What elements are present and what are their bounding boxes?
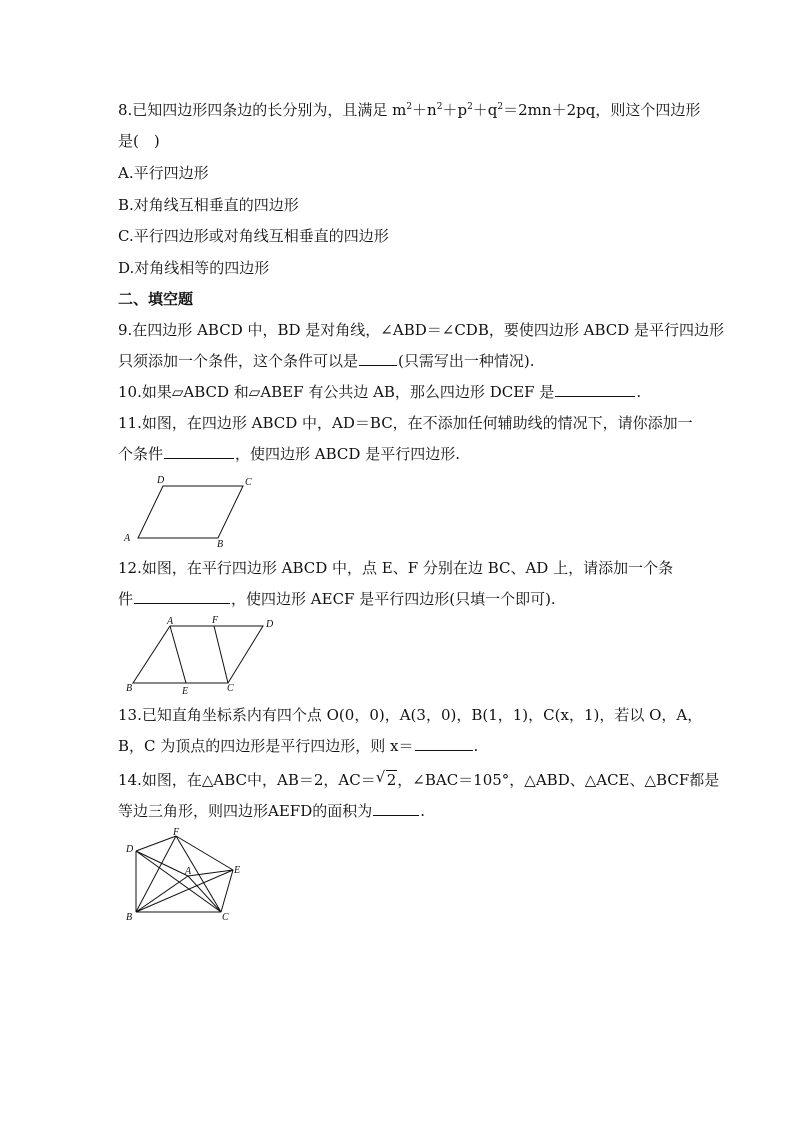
label-b: B [126,683,133,694]
q12-line1: 12.如图，在平行四边形 ABCD 中，点 E、F 分别在边 BC、AD 上，请添加一个条 [118,559,674,577]
label-c: C [245,477,252,488]
label-a: A [124,533,131,544]
q9-line1: 9.在四边形 ABCD 中，BD 是对角线，∠ABD＝∠CDB，要使四边形 ABCD 是平行四边形 [118,321,725,339]
q9-answer-blank[interactable] [359,351,397,366]
label-a: A [167,616,174,627]
label-e: E [234,865,241,876]
sqrt-two: √ 2 [375,768,397,789]
label-f: F [212,615,219,626]
label-c: C [222,912,229,923]
q11-line2: 个条件 ，使四边形 ABCD 是平行四边形. [118,445,460,463]
label-e: E [182,686,189,697]
q8-option-b: B.对角线互相垂直的四边形 [118,196,299,214]
segment-ae [170,626,186,683]
label-d: D [157,475,165,486]
segment-fc [214,626,228,683]
q10-line: 10.如果▱ABCD 和▱ABEF 有公共边 AB，那么四边形 DCEF 是 . [118,383,642,401]
q8-option-a: A.平行四边形 [118,164,209,182]
q8-line1: 8.已知四边形四条边的长分别为，且满足 $m^2+n^2+p^2+q^2=2mn+2pq$，则这个四边形 [118,101,701,119]
section-heading: 二、填空题 [118,290,194,308]
q11-line1: 11.如图，在四边形 ABCD 中，AD＝BC，在不添加任何辅助线的情况下，请你添加一 [118,414,693,432]
segment-ac [188,876,221,912]
q11-answer-blank[interactable] [164,444,234,459]
label-d: D [126,844,134,855]
q9-line2: 只须添加一个条件，这个条件可以是 (只需写出一种情况). [118,352,535,370]
q13-answer-blank[interactable] [415,736,473,751]
label-b: B [126,912,133,923]
q10-answer-blank[interactable] [555,382,635,397]
q8-line2: 是( ) [118,132,160,150]
q14-line2: 等边三角形，则四边形AEFD的面积为 . [118,802,425,820]
q8-option-c: C.平行四边形或对角线互相垂直的四边形 [118,227,389,245]
segment-ec [221,870,233,912]
q8-option-d: D.对角线相等的四边形 [118,259,270,277]
q14-triangle-figure [118,828,248,928]
parallelogram-abcd [138,486,243,538]
segment-fe [176,836,233,870]
q14-answer-blank[interactable] [373,801,419,816]
label-b: B [217,539,224,550]
q13-line1: 13.已知直角坐标系内有四个点 O(0，0)，A(3，0)，B(1，1)，C(x，1)，若以 O，A， [118,706,703,724]
q12-line2: 件 ，使四边形 AECF 是平行四边形(只填一个即可). [118,590,556,608]
label-d: D [266,619,274,630]
q13-line2: B，C 为顶点的四边形是平行四边形，则 x＝ . [118,737,479,755]
q11-parallelogram-figure [118,470,268,550]
parallelogram-abcd [133,626,263,683]
label-a: A [185,866,192,877]
label-f: F [173,827,180,838]
segment-df [136,836,176,851]
label-c: C [227,683,234,694]
q12-answer-blank[interactable] [134,589,230,604]
segment-ab [136,876,188,912]
segment-fb [136,836,176,912]
q12-parallelogram-figure [118,612,288,697]
segment-da [136,851,188,876]
q14-line1: 14.如图，在△ABC中，AB＝2，AC＝ √ 2，∠BAC＝105°，△ABD、△ACE、△BCF都是 [118,768,720,789]
